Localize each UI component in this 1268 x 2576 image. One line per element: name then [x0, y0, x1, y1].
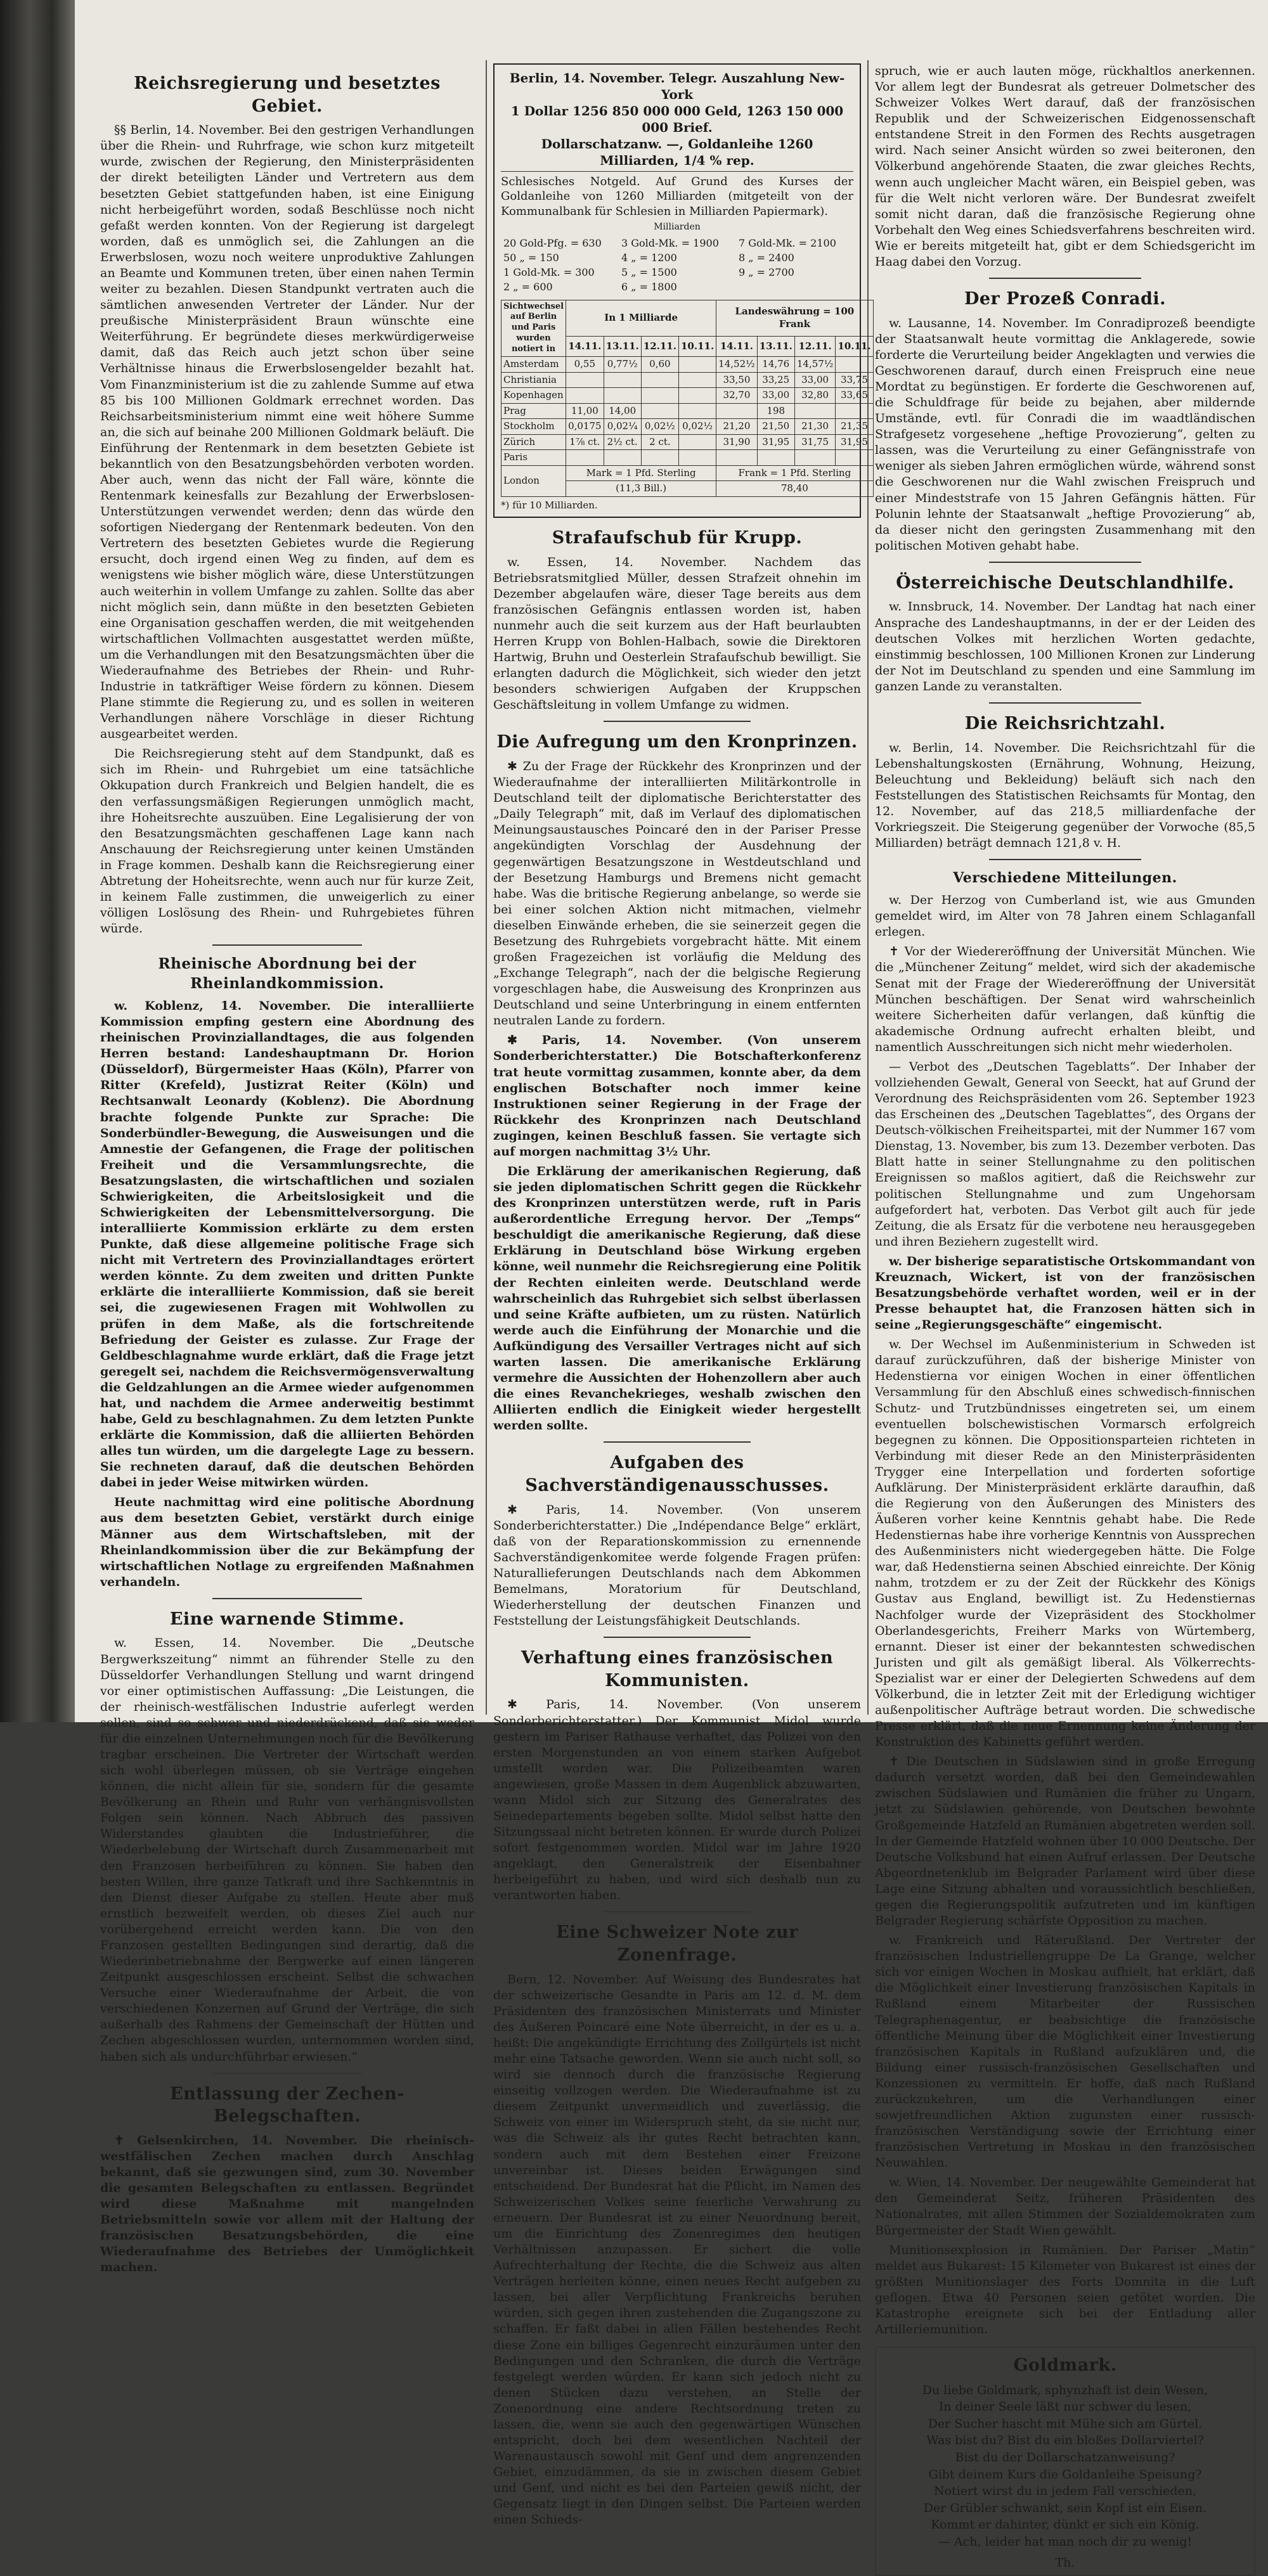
table-header: Sichtwechsel auf Berlin und Paris wurden notiert in: [501, 300, 566, 356]
poem-line: Was bist du? Bist du ein bloßes Dollarviertel?: [926, 2433, 1204, 2448]
table-cell: 31,90: [716, 434, 757, 450]
headline-sachverstaendige: Aufgaben des Sachverständigenausschusses.: [525, 1453, 829, 1495]
headline-kommunist: Verhaftung eines französischen Kommunisten.: [521, 1648, 834, 1690]
table-cell: 198: [757, 403, 794, 419]
table-row: [501, 357, 874, 373]
table-cell: [678, 434, 716, 450]
column-middle: [493, 63, 871, 2527]
paragraph: ✱ Paris, 14. November. (Von unserem Sonderberichterstatter.) Die Botschafterkonferenz trat heute vormittag zusammen, konnte aber, da dem englischen Botschafter noch immer keine Instruktionen seiner Regierung in der Frage der Rückkehr des Kronprinzen nach Deutschland zugingen, keinen Beschluß fassen. Sie vertagte sich auf morgen nachmittag 3½ Uhr.: [493, 1033, 861, 1159]
table-cell: 0,02¼: [604, 419, 641, 435]
paragraph: w. Der bisherige separatistische Ortskommandant von Kreuznach, Wickert, ist von der französischen Besatzungsbehörde verhaftet worden, weil er in der Presse behauptet hat, die Franzosen hätten sich in seine „Regierungsgeschäfte“ eingemischt.: [875, 1254, 1255, 1332]
poem-box: [875, 2347, 1255, 2576]
headline-reichsregierung: Reichsregierung und besetztes Gebiet.: [134, 74, 441, 116]
table-row: [501, 372, 874, 388]
table-cell: [641, 403, 678, 419]
exchange-rates-box: [493, 63, 871, 518]
table-cell: 2 „ = 600: [503, 280, 553, 293]
poem-line: Bist du der Dollarschatzanweisung?: [955, 2450, 1175, 2465]
table-cell: 32,70: [716, 388, 757, 404]
table-cell: (11,3 Bill.): [566, 481, 716, 497]
table-header: Landeswährung = 100 Frank: [716, 300, 873, 336]
table-cell: Stockholm: [501, 419, 566, 435]
table-cell: [836, 357, 873, 373]
divider: [989, 562, 1141, 563]
table-cell: 5 „ = 1500: [621, 266, 677, 278]
table-row: [501, 419, 874, 435]
table-cell: 31,95: [836, 434, 873, 450]
table-row: [501, 450, 874, 466]
table-cell: [566, 372, 604, 388]
column-right: [875, 63, 1255, 2570]
paragraph: Heute nachmittag wird eine politische Abordnung aus dem besetzten Gebiet, verstärkt durch einige Männer aus dem Wirtschaftsleben, mit der Rheinlandkommission über die zur Bekämpfung der wirtschaftlichen Notlage zu ergreifenden Maßnahmen verhandeln.: [100, 1495, 474, 1589]
headline-schweizer-note: Eine Schweizer Note zur Zonenfrage.: [556, 1922, 798, 1966]
table-cell: Prag: [501, 403, 566, 419]
table-cell: 4 „ = 1200: [621, 252, 677, 264]
paragraph: w. Der Wechsel im Außenministerium in Schweden ist darauf zurückzuführen, daß der bisherige Minister von Hedenstierna vor einigen Wochen in einer öffentlichen Versammlung für den Abschluß eines schwedisch-finnischen Schutz- und Trutzbündnisses eingetreten sei, um einem eventuellen bolschewistischen Vormarsch erfolgreich begegnen zu können. Die Oppositionsparteien richteten in Verbindung mit dieser Rede an den Ministerpräsidenten Trygger eine Interpellation und forderten sofortige Aufklärung. Der Ministerpräsident erklärte daraufhin, daß die Regierung von den Äußerungen des Ministers des Äußeren vorher keine Kenntnis gehabt habe. Die Rede Hedenstiernas habe ihre vorherige Kenntnis von Aussprechen des Außenministers nicht wiedergegeben hätte. Die Folge war, daß Hedenstierna seinen Abschied einreichte. Der König nahm, trotzdem er zu der Zeit der Rückkehr des Königs Gustav aus England, bewilligt ist. Zu Hedenstiernas Nachfolger wurde der Vizepräsident des Stockholmer Oberlandesgerichts, Freiherr Marks von Würtemberg, ernannt. Dieser ist einer der bekanntesten schwedischen Juristen und gilt als gemäßigt liberal. Als Völkerrechts-Spezialist war er einer der Delegierten Schwedens auf dem Völkerbund, die in letzter Zeit mit der Erledigung wichtiger außenpolitischer Aufträge betraut worden. Die schwedische Presse erklärt, daß die neue Ernennung keine Änderung der Konstruktion des Kabinetts geführt werden.: [875, 1337, 1255, 1749]
poem-line: Der Sucher hascht mit Mühe sich am Gürtel.: [928, 2416, 1203, 2431]
table-cell: 0,77½: [604, 357, 641, 373]
headline-zechen: Entlassung der Zechen-Belegschaften.: [169, 2083, 405, 2127]
headline-goldmark: Goldmark.: [1013, 2355, 1117, 2376]
table-cell: [757, 450, 794, 466]
table-cell: 20 Gold-Pfg. = 630: [503, 237, 602, 250]
poem-line: Der Grübler schwankt, sein Kopf ist ein Eisen.: [923, 2501, 1207, 2515]
paragraph: ✝ Die Deutschen in Südslawien sind in große Erregung dadurch versetzt worden, daß bei den Gemeindewahlen zwischen Südslawien und Rumänien die früher zu Ungarn, jetzt zu Südslawien gehörende, von Deutschen bewohnte Großgemeinde Hatzfeld an Rumänien abgetreten werden soll. In der Gemeinde Hatzfeld wohnen über 10 000 Deutsche. Der Deutsche Volksbund hat einen Aufruf erlassen. Der Deutsche Abgeordnetenklub im Belgrader Parlament wird über diese Lage eine Sitzung abhalten und voraussichtlich beschließen, gegen die Regierungspolitik aufzutreten und im künftigen Belgrader Regierung schärfste Opposition zu machen.: [875, 1755, 1255, 1928]
table-cell: 31,95: [757, 434, 794, 450]
paragraph: w. Essen, 14. November. Die „Deutsche Bergwerkszeitung“ nimmt an führender Stelle zu den Düsseldorfer Verhandlungen Stellung und warnt dringend vor einer optimistischen Auffassung: „Die Leistungen, die der rheinisch-westfälischen Industrie auferlegt werden sollen, sind so schwer und niederdrückend, daß sie weder für die einzelnen Unternehmungen noch für die Bevölkerung tragbar erscheinen. Die Vertreter der Wirtschaft werden sich wohl überlegen müssen, ob sie Verträge eingehen können, die nicht allein für sie, sondern für die gesamte Bevölkerung an Rhein und Ruhr von verhängnisvollsten Folgen sein können. Nach Abbruch des passiven Widerstandes glaubten die Industrieführer, die Wiederbelebung der Wirtschaft durch Zusammenarbeit mit den Franzosen herbeiführen zu können. Sie haben den besten Willen, ihre ganze Tatkraft und ihre Sachkenntnis in den Dienst dieser Aufgabe zu stellen. Heute aber muß ernstlich bezweifelt werden, ob dieses Ziel auch nur vorübergehend erreicht werden kann. Die von den Franzosen gestellten Bedingungen sind derartig, daß die Wiederinbetriebnahme der Bergwerke auf einen längeren Zeitpunkt ausgeschlossen erscheint. Selbst die schwachen Versuche einer Wiederaufnahme der Arbeit, die von verschiedenen Konzernen auf Grund der Verträge, die sich außerhalb des Rahmens der Gemeinschaft der Hütten und Zechen abgeschlossen wurden, unternommen worden sind, haben sich als undurchführbar erwiesen.“: [100, 1636, 474, 2064]
table-cell: 11,00: [566, 403, 604, 419]
headline-krupp: Strafaufschub für Krupp.: [552, 528, 803, 548]
table-cell: 33,00: [757, 388, 794, 404]
table-header: 13.11.: [757, 337, 794, 357]
divider: [989, 278, 1141, 279]
newspaper-page: [75, 0, 1268, 2570]
table-cell: [678, 357, 716, 373]
table-cell: 33,25: [757, 372, 794, 388]
paragraph: — Verbot des „Deutschen Tageblatts“. Der Inhaber der vollziehenden Gewalt, General von Seeckt, hat auf Grund der Verordnung des Reichspräsidenten vom 26. September 1923 das Erscheinen des „Deutschen Tageblattes“, des Organs der Deutsch-völkischen Freiheitspartei, mit der Nummer 167 vom Dienstag, 13. November, bis zum 13. Dezember verboten. Das Blatt hatte in seiner Stellungnahme zu den politischen Ereignissen so maßlos agitiert, daß die Reichswehr zur politischen Stellungnahme und zum Ungehorsam aufgefordert hat, verboten. Das Verbot gilt auch für jede Zeitung, die als Ersatz für die verbotene neu herausgegeben und ihren Beziehern zugestellt wird.: [875, 1059, 1255, 1249]
headline-reichsrichtzahl: Die Reichsrichtzahl.: [964, 713, 1166, 733]
column-rule: [486, 60, 487, 1715]
table-header: 13.11.: [604, 337, 641, 357]
headline-warnende-stimme: Eine warnende Stimme.: [169, 1609, 405, 1629]
table-cell: 21,35: [836, 419, 873, 435]
table-cell: [794, 403, 835, 419]
table-cell: 31,75: [794, 434, 835, 450]
table-cell: [736, 280, 853, 295]
headline-kronprinz: Die Aufregung um den Kronprinzen.: [496, 732, 858, 752]
divider: [604, 1441, 751, 1443]
divider: [212, 1598, 362, 1599]
table-cell: 21,20: [716, 419, 757, 435]
table-cell: [836, 450, 873, 466]
table-cell: [604, 372, 641, 388]
table-cell: 2½ ct.: [604, 434, 641, 450]
footnote: *) für 10 Milliarden.: [501, 499, 598, 511]
table-cell: 0,02½: [641, 419, 678, 435]
table-cell: [604, 450, 641, 466]
divider: [989, 859, 1141, 860]
paragraph: spruch, wie er auch lauten möge, rückhaltlos anerkennen. Vor allem legt der Bundesrat als getreuer Dolmetscher des Schweizer Volkes Wert darauf, daß der französischen Republik und der Schweizerischen Eidgenossenschaft entstandene Streit in den Formen des Rechts ausgetragen wird. Nach seiner Ansicht würden so zwei beiteronen, den Völkerbund angehörende Staaten, die zwar gleiches Rechts, wenn auch ungleicher Macht wären, ein Beispiel geben, was für die Welt nicht verloren wäre. Der Bundesrat zweifelt somit nicht daran, daß die französische Regierung ohne Vorbehalt den Weg eines Schiedsverfahrens beschreiten wird. Wie er bereits mitgeteilt hat, gibt er dem Schiedsgericht im Haag dabei den Vorzug.: [875, 64, 1255, 269]
table-cell: Paris: [501, 450, 566, 466]
table-cell: 0,60: [641, 357, 678, 373]
table-cell: [604, 388, 641, 404]
paragraph: w. Berlin, 14. November. Die Reichsrichtzahl für die Lebenshaltungskosten (Ernährung, Wohnung, Heizung, Beleuchtung und Bekleidung) beläuft sich nach den Feststellungen des Statistischen Reichsamts für Montag, den 12. November, auf das 218,5 milliardenfache der Vorkriegszeit. Die Steigerung gegenüber der Vorwoche (85,5 Milliarden) beträgt demnach 121,8 v. H.: [875, 740, 1255, 850]
table-row: [501, 251, 853, 266]
table-cell: 14,76: [757, 357, 794, 373]
divider: [604, 721, 751, 722]
divider: [989, 702, 1141, 704]
table-cell: 78,40: [716, 481, 873, 497]
table-header: 10.11.: [836, 337, 873, 357]
paragraph: ✱ Zu der Frage der Rückkehr des Kronprinzen und der Wiederaufnahme der interalliierten Militärkontrolle in Deutschland teilt der diplomatische Berichterstatter des „Daily Telegraph“ mit, daß im Verlauf des diplomatischen Meinungsaustausches Poincaré den in der Pariser Presse angekündigten Vorschlag der Ausdehnung der gegenwärtigen Besatzungszone in Westdeutschland und der Besetzung Hamburgs und Bremens nicht gemacht habe. Was die britische Regierung anbelange, so werde sie bei einer solchen Aktion nicht mitmachen, vielmehr dieselben Einwände erheben, die sie seinerzeit gegen die Besetzung des Ruhrgebiets vorgebracht hätte. Mit einem großen Fragezeichen ist vorläufig die Meldung des „Exchange Telegraph“, nach der die belgische Regierung vorgeschlagen habe, die Ausweisung des Kronprinzen aus Deutschland und seine Unterbringung in einem entfernten neutralen Lande zu fordern.: [493, 759, 861, 1028]
table-cell: [678, 388, 716, 404]
table-cell: 7 Gold-Mk. = 2100: [738, 237, 836, 250]
table-cell: 14,57½: [794, 357, 835, 373]
table-cell: 2 ct.: [641, 434, 678, 450]
rate-line: 1 Dollar 1256 850 000 000 Geld, 1263 150 000 000 Brief.: [510, 103, 844, 135]
table-cell: 14,52½: [716, 357, 757, 373]
table-cell: 6 „ = 1800: [621, 280, 677, 293]
paragraph: w. Lausanne, 14. November. Im Conradiprozeß beendigte der Staatsanwalt heute vormittag die Anklagerede, sowie forderte die Verurteilung beider Angeklagten und verwies die Geschworenen darauf, durch einen Freispruch eine neue Mordtat zu begünstigen. Er forderte die Geschworenen auf, die Schuldfrage für beide zu bejahen, aber mildernde Umstände, evtl. für Conradi die im waadtländischen Strafgesetz vorgesehene „heftige Provozierung“, gelten zu lassen, was die Verurteilung zu einer Gefängnisstrafe von weniger als sieben Jahren ermöglichen würde, während sonst die Geschworenen nur die Wahl zwischen Freispruch und einer Mindeststrafe von 15 Jahren Gefängnis hätten. Für Polunin lehnte der Staatsanwalt „heftige Provozierung“ ab, da dieser nicht den geringsten Zusammenhang mit den politischen Motiven gehabt habe.: [875, 316, 1255, 553]
exchange-table: [501, 300, 874, 497]
table-cell: 33,65: [836, 388, 873, 404]
paragraph: ✱ Paris, 14. November. (Von unserem Sonderberichterstatter.) Der Kommunist Midol wurde gestern im Pariser Rathause verhaftet, das Polizei von den ersten Morgenstunden an von einem starken Aufgebot umstellt worden war. Die Polizeibeamten waren angewiesen, große Massen in dem Augenblick abzuwarten, wann Midol sich zur Sitzung des Generalrates des Seinedepartements begeben sollte. Midol selbst hatte den Sitzungssaal nicht betreten können. Er wurde durch Polizei sofort festgenommen worden. Midol war im Jahre 1920 angeklagt, den Generalstreik der Eisenbahner herbeigeführt zu haben, und wird sich deshalb nun zu verantworten haben.: [493, 1697, 861, 1903]
table-header: 14.11.: [716, 337, 757, 357]
headline-conradi: Der Prozeß Conradi.: [964, 289, 1167, 309]
table-cell: [678, 372, 716, 388]
table-cell: 32,80: [794, 388, 835, 404]
notgeld-text: Schlesisches Notgeld. Auf Grund des Kurses der Goldanleihe von 1260 Milliarden (mitgeteilt von der Kommunalbank für Schlesien in Milliarden Papiermark).: [501, 175, 853, 218]
table-cell: 0,55: [566, 357, 604, 373]
poem-line: Du liebe Goldmark, sphynzhaft ist dein Wesen,: [922, 2383, 1208, 2397]
table-cell: [641, 450, 678, 466]
table-cell: [641, 388, 678, 404]
paragraph: w. Frankreich und Räterußland. Der Vertreter der französischen Industriellengruppe De La Grange, welcher sich vor einigen Wochen in Moskau aufhielt, hat erklärt, daß die Möglichkeit einer Investierung französischen Kapitals in Rußland einem Mitarbeiter der Russischen Telegraphenagentur, er beabsichtige die französische öffentliche Meinung über die Möglichkeit einer Investierung französischen Kapitals in Rußland aufzuklären und, die Bildung einer russisch-französischen Gesellschaften und Konzessionen zu vermitteln. Er hoffe, daß nach Rußland zurückzukehren, um die Verhandlungen einer sowjetfreundlichen Aktion zugunsten einer russisch-französischen Verständigung sowie der Errichtung einer französischen Vertretung in Moskau in den französischen Neuwahlen.: [875, 1933, 1255, 2170]
table-cell: Amsterdam: [501, 357, 566, 373]
poem-line: Notiert wirst du in jedem Fall verschieden,: [933, 2484, 1197, 2499]
notgeld-header: Milliarden: [654, 222, 701, 233]
table-cell: [794, 450, 835, 466]
paragraph: w. Der Herzog von Cumberland ist, wie aus Gmunden gemeldet wird, im Alter von 78 Jahren einem Schlaganfall erlegen.: [875, 893, 1255, 939]
paragraph: w. Koblenz, 14. November. Die interalliierte Kommission empfing gestern eine Abordnung des rheinischen Provinziallandtages, die aus folgenden Herren bestand: Landeshauptmann Dr. Horion (Düsseldorf), Bürgermeister Haas (Köln), Pfarrer von Ritter (Krefeld), Justizrat Reiter (Köln) und Rechtsanwalt Leonardy (Koblenz). Die Abordnung brachte folgende Punkte zur Sprache: Die Sonderbündler-Bewegung, die Ausweisungen und die Amnestie der Gefangenen, die Frage der politischen Freiheit und die Versammlungsrechte, die Besatzungslasten, die wirtschaftlichen und sozialen Schwierigkeiten, die Arbeitslosigkeit und die Schwierigkeiten der Lebensmittelversorgung. Die interalliierte Kommission erklärte zu dem ersten Punkte, daß diese allgemeine politische Frage sich nicht mit Vertretern des Provinziallandtages erörtert werden könnte. Zu dem zweiten und dritten Punkte erklärte die interalliierte Kommission, daß sie bereit sei, die zugewiesenen Fragen mit Wohlwollen zu prüfen in dem Maße, als die fortschreitende Befriedung der Geister es zulasse. Zur Frage der Geldbeschlagnahme wurde erklärt, daß die Frage jetzt geregelt sei, nachdem die Reichsvermögensverwaltung die Geldzahlungen an die Armee wieder aufgenommen hat, und nachdem die Armee anderweitig bestimmt habe, Geld zu beschlagnahmen. Zu dem letzten Punkte erklärte die Kommission, daß die alliierten Behörden alles tun würden, um die dargelegte Lage zu bessern. Sie rechneten darauf, daß die deutschen Behörden dabei in jeder Weise mitwirken würden.: [100, 998, 474, 1490]
poem-line: — Ach, leider hat man noch dir zu wenig!: [938, 2535, 1193, 2549]
poem-line: In deiner Seele läßt nur schwer du lesen,: [938, 2400, 1192, 2414]
table-row: [501, 388, 874, 404]
table-cell: 0,02½: [678, 419, 716, 435]
rate-line: Berlin, 14. November. Telegr. Auszahlung New-York: [509, 70, 845, 102]
paragraph: w. Essen, 14. November. Nachdem das Betriebsratsmitglied Müller, dessen Strafzeit ohnehin im Dezember abgelaufen wäre, dieser Tage bereits aus dem französischen Gefängnis entlassen worden ist, haben nunmehr auch die seit kurzem aus der Haft beurlaubten Herren Krupp von Bohlen-Halbach, sowie die Direktoren Hartwig, Bruhn und Oesterlein Strafaufschub bewilligt. Sie erlangten dadurch die Möglichkeit, sich wieder den jetzt besonders schwierigen Aufgaben der Kruppschen Geschäftsleitung in vollem Umfange zu widmen.: [493, 555, 861, 712]
table-header: In 1 Milliarde: [566, 300, 716, 336]
paragraph: Munitionsexplosion in Rumänien. Der Pariser „Matin“ meldet aus Bukarest: 15 Kilometer von Bukarest ist eines der größten Munitionslager des Forts Domnita in die Luft geflogen. Etwa 40 Personen seien getötet worden. Die Katastrophe ereignete sich bei der Entladung aller Artilleriemunition.: [875, 2243, 1255, 2336]
paragraph: ✱ Paris, 14. November. (Von unserem Sonderberichterstatter.) Die „Indépendance Belge“ erklärt, daß von der Reparationskommission zu ernennende Sachverständigenkomitee werde folgende Fragen prüfen: Naturallieferungen Deutschlands nach dem Abkommen Bemelmans, Moratorium für Deutschland, Wiederherstellung der deutschen Finanzen und Feststellung der Leistungsfähigkeit Deutschlands.: [493, 1502, 861, 1628]
column-left: [100, 63, 474, 2275]
table-cell: 8 „ = 2400: [738, 252, 794, 264]
table-cell: [836, 403, 873, 419]
table-cell: 33,50: [716, 372, 757, 388]
poem: [883, 2382, 1248, 2551]
table-cell: 0,0175: [566, 419, 604, 435]
divider: [212, 944, 362, 946]
paragraph: Die Erklärung der amerikanischen Regierung, daß sie jeden diplomatischen Schritt gegen die Rückkehr des Kronprinzen unterstützen werde, ruft in Paris außerordentliche Erregung hervor. Der „Temps“ beschuldigt die amerikanische Regierung, daß diese Erklärung in Deutschland böse Wirkung ergeben könne, weil nunmehr die Reichsregierung eine Politik der Rechten einleiten werde. Deutschland werde wahrscheinlich das Ruhrgebiet sich selbst überlassen und seine Kräfte aufbieten, um zu rüsten. Natürlich werde auch die Einführung der Monarchie und die Aufkündigung des Versailler Vertrages nicht auf sich warten lassen. Die amerikanische Erklärung vermehre die Aussichten der Hohenzollern aber auch die eines Revanchekrieges, weshalb zwischen den Alliierten endlich die Einigkeit wieder hergestellt werden sollte.: [493, 1164, 861, 1433]
book-binding-edge: [0, 0, 75, 1722]
table-cell: [716, 450, 757, 466]
table-cell: Kopenhagen: [501, 388, 566, 404]
table-cell: Frank = 1 Pfd. Sterling: [716, 465, 873, 481]
headline-deutschlandhilfe: Österreichische Deutschlandhilfe.: [896, 572, 1234, 593]
table-header: 10.11.: [678, 337, 716, 357]
poem-line: Kommt er dahinter, dünkt er sich ein König.: [931, 2518, 1200, 2532]
poem-line: Gibt deinem Kurs die Goldanleihe Speisung?: [928, 2467, 1202, 2482]
paragraph: ✝ Gelsenkirchen, 14. November. Die rheinisch-westfälischen Zechen machen durch Anschlag bekannt, daß sie gezwungen sind, zum 30. November die gesamten Belegschaften zu entlassen. Begründet wird diese Maßnahme mit mangelnden Betriebsmitteln sowie vor allem mit der Haltung der französischen Besatzungsbehörden, die eine Wiederaufnahme des Betriebes der Unmöglichkeit machen.: [100, 2133, 474, 2275]
table-cell: [566, 450, 604, 466]
table-cell: 3 Gold-Mk. = 1900: [621, 237, 719, 250]
headline-mitteilungen: Verschiedene Mitteilungen.: [953, 870, 1177, 887]
paragraph: §§ Berlin, 14. November. Bei den gestrigen Verhandlungen über die Rhein- und Ruhrfrage, wie schon kurz mitgeteilt wurde, zwischen der Regierung, den Ministerpräsidenten der direkt beteiligten Länder und Vertretern aus dem besetzten Gebiet stattgefunden haben, ist eine Einigung nicht herbeigeführt worden, sodaß Beschlüsse noch nicht gefaßt werden konnten. Von der Regierung ist dargelegt worden, daß es unmöglich sei, die Zahlungen an die Erwerbslosen, wozu noch weitere unproduktive Zahlungen an Beamte und Kommunen treten, über einen nahen Termin weiter zu bezahlen. Diesen Standpunkt vertraten auch die sämtlichen anwesenden Vertreter der Länder. Nur der preußische Ministerpräsident Braun wünschte eine Weiterführung. Er begründete dieses merkwürdigerweise damit, daß das Reich auch jetzt schon über seine Verhältnisse hinaus die Erwerbslosengelder bezahlt hat. Vom Finanzministerium ist die zu zahlende Summe auf etwa 85 bis 100 Millionen Goldmark errechnet worden. Das Reichsarbeitsministerium nimmt eine weit höhere Summe an, die sich auf beinahe 200 Millionen Goldmark beläuft. Die Einführung der Rentenmark in dem besetzten Gebiete ist bekanntlich von den Besatzungsbehörden verboten worden. Aber auch, wenn das nicht der Fall wäre, könnte die Rentenmark keinesfalls zur Bezahlung der Erwerbslosen-Unterstützungen verwendet werden; denn das würde den sofortigen Niedergang der Rentenmark bedeuten. Von den Vertretern des besetzten Gebietes wurde die Regierung ersucht, doch irgend einen Weg zu finden, auf dem es wenigstens wie bisher möglich wäre, diese Unterstützungen auch weiterhin in vollem Umfange zu zahlen. Sollte das aber nicht möglich sein, dann müßte in den besetzten Gebieten eine Organisation geschaffen werden, die mit weitgehenden wirtschaftlichen Vollmachten ausgestattet werden müßte, um die Verhandlungen mit den Besatzungsmächten über die Wiederaufnahme des Betriebes der Rhein- und Ruhr-Industrie in tatkräftiger Weise fördern zu können. Diesem Plane stimmte die Regierung zu, und es sollen in weiteren Verhandlungen nähere Vorschläge in dieser Richtung ausgearbeitet werden.: [100, 123, 474, 742]
table-row: [501, 280, 853, 295]
table-cell: Zürich: [501, 434, 566, 450]
poem-signature: Th.: [1055, 2555, 1075, 2570]
paragraph: ✝ Vor der Wiedereröffnung der Universität München. Wie die „Münchener Zeitung“ meldet, wird sich der akademische Senat mit der Frage der Wiedereröffnung der Universität München beschäftigen. Der Senat wird wahrscheinlich weitere Sicherheiten dafür verlangen, daß künftig die akademische Ordnung aufrecht erhalten bleibt, und namentlich Ausschreitungen sich nicht mehr wiederholen.: [875, 944, 1255, 1054]
table-cell: [716, 403, 757, 419]
table-cell: [678, 403, 716, 419]
table-cell: London: [501, 465, 566, 496]
headline-rheinlandkommission: Rheinische Abordnung bei der Rheinlandkommission.: [158, 955, 417, 992]
paragraph: w. Wien, 14. November. Der neugewählte Gemeinderat hat den Gemeinderat Seitz, früheren Präsidenten des Nationalrates, mit allen Stimmen der Sozialdemokraten zum Bürgermeister der Stadt Wien gewählt.: [875, 2175, 1255, 2238]
rate-line: Dollarschatzanw. —, Goldanleihe 1260 Milliarden, 1/4 % rep.: [501, 136, 853, 172]
notgeld-table: [501, 236, 853, 294]
paragraph: w. Innsbruck, 14. November. Der Landtag hat nach einer Ansprache des Landeshauptmanns, in der er der Leiden des deutschen Volkes mit herzlichen Worten gedachte, einstimmig beschlossen, 100 Millionen Kronen zur Linderung der Not im Deutschland zu spenden und eine Sammlung im ganzen Lande zu veranstalten.: [875, 600, 1255, 693]
table-row: [501, 403, 874, 419]
paragraph: Die Reichsregierung steht auf dem Standpunkt, daß es sich im Rhein- und Ruhrgebiet um eine tatsächliche Okkupation durch Frankreich und Belgien handelt, die es den verfassungsmäßigen Regierungen unmöglich macht, ihre Hoheitsrechte auszuüben. Eine Legalisierung der von den Besatzungsmächten geschaffenen Lage kann nach Anschauung der Reichsregierung unter keinen Umständen in Frage kommen. Deshalb kann die Reichsregierung einer Abtretung der Hoheitsrechte, wenn auch nur für kurze Zeit, in keinem Falle zustimmen, die unweigerlich zu einer völligen Loslösung des Rhein- und Ruhrgebietes führen würde.: [100, 747, 474, 936]
table-cell: [641, 372, 678, 388]
table-cell: Mark = 1 Pfd. Sterling: [566, 465, 716, 481]
divider: [604, 1637, 751, 1638]
divider: [604, 1911, 751, 1912]
table-cell: 21,50: [757, 419, 794, 435]
paragraph: Bern, 12. November. Auf Weisung des Bundesrates hat der schweizerische Gesandte in Paris am 12. d. M. dem Präsidenten des französischen Ministerrats und Minister des Äußeren Poincaré eine Note überreicht, in der es u. a. heißt: Die angekündigte Errichtung des Zollgürtels ist nicht mehr eine Tatsache geworden. Wenn sie auch nicht soll, so wird sie dennoch durch die französische Regierung einseitig vollzogen werden. Die Wiederaufnahme ist zu diesem Zeitpunkt unvermeidlich und zuverlässig, die Schweiz von einer im Widerspruch steht, da sie nicht nur, was die Schweiz als ihr gutes Recht betrachten kann, sondern auch mit dem Bestehen einer Freizone unvereinbar ist. Dieses beiden Erwägungen sind entscheidend. Der Bundesrat hat die Pflicht, im Namen des Schweizerischen Volkes seine feierliche Verwahrung zu erneuern. Der Bundesrat ist zu einer Neuordnung bereit, um die Einrichtung des Zonenregimes den heutigen Verhältnissen anzupassen. Er sichert die volle Aufrechterhaltung der Rechte, die die Schweiz aus alten Verträgen herleiten könne, einen neues Recht aufgeben zu lassen, bei aller Verpflichtung Frankreichs beruhen würden, sich gegen ihren zustehenden die Zugangszone zu schaffen. Er faßt dabei in allen Fällen bestehendes Recht diese Zone ein billiges Gegenrecht einzuräumen unter den Bedingungen und den Schranken, die durch die Verträge festgelegt werden würden. Er kann sich jedoch nicht zu denen Stücken dazu verstehen, an Stelle der Zonenordnung eine andere Rechtsordnung treten zu lassen, die, wenn sie auch den gegenwärtigen Wünschen entspricht, doch bei dem wesentlichen Nachteil der Warenaustausch sowohl mit Genf und dem angrenzenden Gebiet, einzudämmen, da sie in zwischen diesem Gebiet und Genf, und nicht es bei den Parteien gewiß nicht, der Gegensatz liegt in den Dingen selbst. Die Parteien werden einen Schieds-: [493, 1972, 861, 2527]
table-row: [501, 434, 874, 450]
table-header: 14.11.: [566, 337, 604, 357]
table-header: 12.11.: [641, 337, 678, 357]
table-row: [501, 236, 853, 251]
table-cell: 33,75: [836, 372, 873, 388]
table-cell: 21,30: [794, 419, 835, 435]
divider: [212, 2073, 362, 2074]
table-cell: 33,00: [794, 372, 835, 388]
table-cell: Christiania: [501, 372, 566, 388]
table-cell: 14,00: [604, 403, 641, 419]
table-row: [501, 266, 853, 280]
table-cell: 1⅞ ct.: [566, 434, 604, 450]
table-cell: [566, 388, 604, 404]
table-cell: 1 Gold-Mk. = 300: [503, 266, 595, 278]
table-cell: 50 „ = 150: [503, 252, 559, 264]
table-header: 12.11.: [794, 337, 835, 357]
table-cell: 9 „ = 2700: [738, 266, 794, 278]
table-cell: [678, 450, 716, 466]
